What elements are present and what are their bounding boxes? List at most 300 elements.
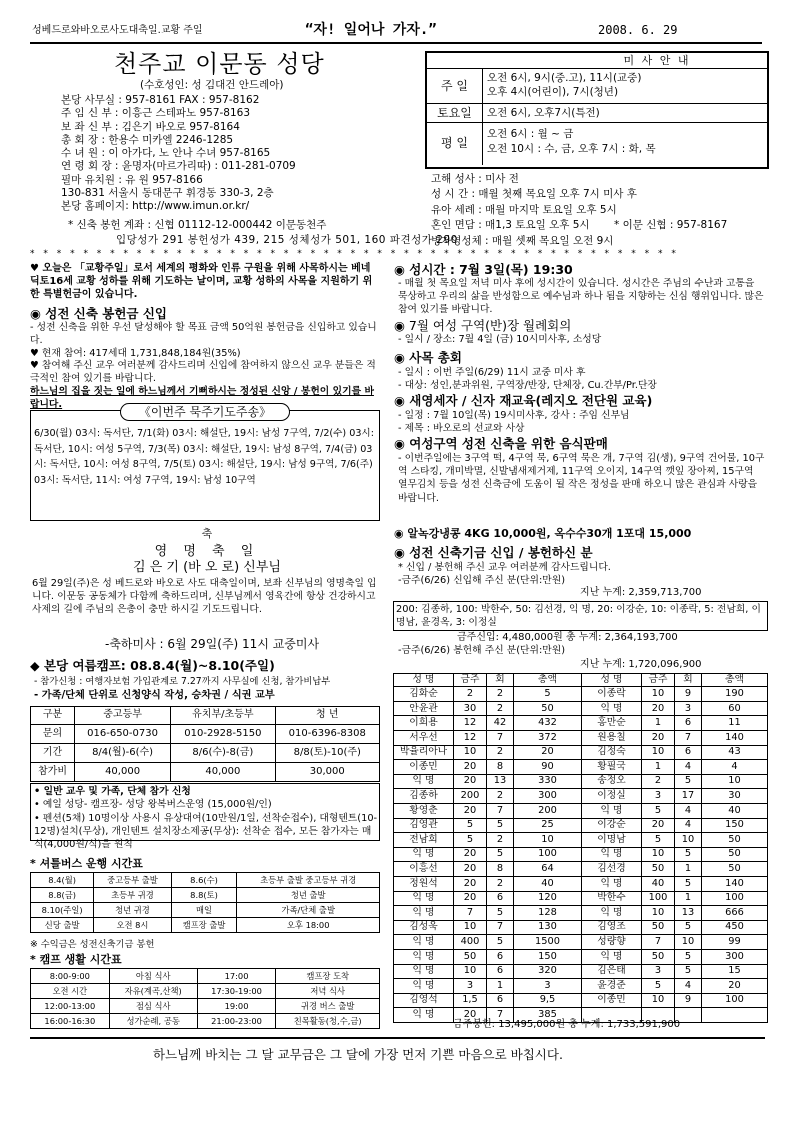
offering-week-sum: 금주봉헌: 13,495,000원 총 누계: 1,733,591,900 — [453, 1019, 681, 1030]
mass-day: 평 일 — [427, 123, 483, 165]
table-cell: 20 — [702, 979, 768, 994]
table-cell: 25 — [514, 818, 582, 833]
table-cell: 12 — [454, 716, 487, 731]
table-row — [31, 903, 380, 918]
table-cell: 120 — [514, 891, 582, 906]
table-cell: 20 — [514, 745, 582, 760]
offering-intro: -금주(6/26) 봉헌해 주신 분(단위:만원) — [398, 645, 566, 656]
table-cell: 8.8(금) — [31, 888, 94, 903]
table-cell: 이종락 — [582, 687, 642, 702]
table-cell: 3 — [454, 979, 487, 994]
celebration-body: 6월 29일(주)은 성 베드로와 바오로 사도 대축일이며, 보좌 신부님의 영명축일 입니다. 이문동 공동체가 다함께 축하드리며, 신부님께서 영육간에 항상 건강하시고 사제의 길에 주님의 은총이 충만 하시길 기도드립니다. — [32, 578, 377, 615]
table-cell: 60 — [702, 701, 768, 716]
camp-col: 유치부/초등부 — [171, 707, 275, 725]
credit-union-info: * 이문 신협 : 957-8167 — [614, 219, 728, 231]
table-cell: 5 — [514, 687, 582, 702]
table-cell: 1 — [642, 760, 675, 775]
hymn-numbers: 입당성가 291 봉헌성가 439, 215 성체성가 501, 160 파견성가 290 — [116, 234, 458, 246]
header-date: 2008. 6. 29 — [598, 23, 678, 37]
table-cell: 40 — [642, 876, 675, 891]
table-cell: 7 — [675, 731, 702, 746]
offering-col: 금주 — [454, 674, 487, 687]
table-cell: 100 — [702, 993, 768, 1008]
table-cell: 캠프장 도착 — [276, 969, 380, 984]
table-cell: 50 — [642, 949, 675, 964]
table-cell: 점심 식사 — [109, 999, 197, 1014]
table-row — [31, 984, 380, 999]
table-cell: 안윤관 — [394, 701, 454, 716]
table-cell: 이강순 — [582, 818, 642, 833]
table-cell: 30,000 — [275, 763, 379, 782]
table-row — [394, 701, 768, 716]
table-row — [31, 707, 380, 725]
women-meeting-title: ◉ 7월 여성 구역(반)장 월례회의 — [394, 318, 572, 333]
camp-col: 구분 — [31, 707, 75, 725]
offering-col: 회 — [675, 674, 702, 687]
table-cell: 12 — [454, 731, 487, 746]
table-cell: 13 — [487, 774, 514, 789]
table-cell: 5 — [675, 876, 702, 891]
table-cell: 50 — [642, 920, 675, 935]
table-row — [394, 935, 768, 950]
table-cell: 10 — [514, 833, 582, 848]
table-row — [394, 993, 768, 1008]
table-cell: 7 — [487, 803, 514, 818]
table-cell: 1 — [675, 891, 702, 906]
table-cell: 서우선 — [394, 731, 454, 746]
table-cell: 2 — [487, 745, 514, 760]
table-cell: 캠프장 출발 — [171, 918, 237, 933]
body-line: - 제목 : 바오로의 선교와 사상 — [398, 423, 525, 434]
camp-schedule-table — [30, 968, 380, 1029]
rosary-schedule: 6/30(월) 03시: 독서단, 7/1(화) 03시: 해설단, 19시: 남성 7구역, 7/2(수) 03시: 독서단, 10시: 여성 5구역, 7/3(목) 03시: 해설단, 19시: 남성 8구역, 7/4(금) 03시: 독서단, 10시: 여성 8구역, 7/5(토) 03시: 해설단, 19시: 남성 9구역, 7/6(주) 03시: 독서단, 11시: 여성 7구역, 19시: 남성 10구역 — [34, 428, 374, 486]
contact-line: 총 회 장 : 한용수 미카엘 2246-1285 — [61, 133, 234, 146]
sacrament-line: 유아 세례 : 매월 마지막 토요일 오후 5시 — [431, 203, 617, 216]
table-cell: 3 — [642, 789, 675, 804]
table-row — [394, 979, 768, 994]
bus-note: ※ 수익금은 성전신축기금 봉헌 — [30, 939, 155, 950]
table-row — [394, 920, 768, 935]
table-cell: 9,5 — [514, 993, 582, 1008]
table-cell: 3 — [642, 964, 675, 979]
table-cell: 익 명 — [582, 803, 642, 818]
table-cell: 김영석 — [394, 993, 454, 1008]
table-cell: 21:00-23:00 — [197, 1014, 276, 1029]
table-cell: 익 명 — [394, 891, 454, 906]
camp-col: 청 년 — [275, 707, 379, 725]
rosary-title: 《이번주 묵주기도주송》 — [120, 403, 290, 421]
table-row — [394, 847, 768, 862]
sacrament-info — [431, 172, 637, 249]
table-cell: 40,000 — [75, 763, 171, 782]
table-cell: 40,000 — [171, 763, 275, 782]
pledge-previous-total: 지난 누계: 2,359,713,700 — [580, 587, 702, 598]
table-cell: 5 — [675, 949, 702, 964]
table-cell: 익 명 — [394, 906, 454, 921]
table-cell: 성량향 — [582, 935, 642, 950]
table-cell: 432 — [514, 716, 582, 731]
table-row — [394, 906, 768, 921]
table-cell: 10 — [642, 847, 675, 862]
table-cell: 6 — [487, 993, 514, 1008]
body-line: - 일정 : 7월 10일(목) 19시미사후, 강사 : 주임 신부님 — [398, 410, 630, 421]
table-cell: 익 명 — [582, 876, 642, 891]
offering-col: 회 — [487, 674, 514, 687]
food-sale-body: - 이번주일에는 3구역 떡, 4구역 묵, 6구역 묵은 개, 7구역 김(생), 9구역 건어물, 10구역 스타킹, 개미박멸, 신발냄새제거제, 11구역 오이지, 14구역 깻잎 장아찌, 15구역 열무김치 등을 성전 신축금에 도움이 될 작은 정성을 판매 하오니 많은 관심과 사랑을 바랍니다. — [398, 453, 765, 504]
table-cell: 4 — [702, 760, 768, 775]
table-row — [394, 891, 768, 906]
table-cell: 385 — [514, 1008, 582, 1023]
pledge-week-sum: 금주신입: 4,480,000원 총 누계: 2,364,193,700 — [457, 632, 678, 643]
table-cell: 10 — [642, 687, 675, 702]
papal-day-notice: ♥ 오늘은 「교황주일」로서 세계의 평화와 인류 구원을 위해 사목하시는 베네딕토16세 교황 성하를 위해 기도하는 날이며, 교황 성하의 사목을 지원하기 위한 특별헌금이 있습니다. — [30, 263, 373, 300]
table-cell: 20 — [642, 701, 675, 716]
education-title: ◉ 새영세자 / 신자 재교육(레지오 전단원 교육) — [394, 393, 653, 408]
section-construction-body — [30, 322, 380, 412]
table-cell: 300 — [514, 789, 582, 804]
table-cell: 100 — [514, 847, 582, 862]
table-cell: 20 — [642, 731, 675, 746]
table-cell: 5 — [454, 818, 487, 833]
table-cell: 오후 18:00 — [237, 918, 380, 933]
table-cell: 6 — [487, 891, 514, 906]
table-cell: 송정오 — [582, 774, 642, 789]
table-cell: 20 — [454, 1008, 487, 1023]
table-cell: 5 — [675, 847, 702, 862]
table-cell: 5 — [487, 818, 514, 833]
table-cell: 기간 — [31, 744, 75, 763]
table-cell: 김영관 — [394, 818, 454, 833]
table-cell: 친목활동(청,수,금) — [276, 1014, 380, 1029]
table-cell: 17:30-19:00 — [197, 984, 276, 999]
table-cell: 5 — [642, 979, 675, 994]
table-cell: 2 — [487, 789, 514, 804]
table-cell: 5 — [675, 920, 702, 935]
offering-table — [393, 673, 768, 1023]
table-cell: 010-2928-5150 — [171, 725, 275, 744]
table-cell: 6 — [675, 745, 702, 760]
corn-sale: ◉ 알녹강냉콩 4KG 10,000원, 옥수수30개 1포대 15,000 — [394, 527, 692, 540]
table-cell: 성가순례, 공동 — [109, 1014, 197, 1029]
table-cell: 김은태 — [582, 964, 642, 979]
table-cell: 8.4(월) — [31, 873, 94, 888]
table-cell: 1,5 — [454, 993, 487, 1008]
table-cell: 익 명 — [394, 949, 454, 964]
offering-col: 총액 — [702, 674, 768, 687]
table-cell: 450 — [702, 920, 768, 935]
table-cell: 50 — [514, 701, 582, 716]
camp-table — [30, 706, 380, 782]
sacrament-line: 고해 성사 : 미사 전 — [431, 173, 519, 185]
header-motto: “자! 일어나 가자.” — [305, 22, 437, 38]
table-cell: 372 — [514, 731, 582, 746]
account-info: * 신축 봉헌 계좌 : 신협 01112-12-000442 이문동천주 — [68, 219, 327, 231]
camp-note: • 펜션(5채) 10명이상 사용시 유상대여(10만원/1일, 선착순접수), 대형텐트(10-12명)설치(무상), 개인텐트 설치장소제공(무상): 선착순 접수, 모든 참가자는 매식(4,000원/식)을 원칙 — [34, 812, 378, 851]
table-row — [394, 674, 768, 687]
table-cell: 50 — [702, 833, 768, 848]
table-cell: 16:00-16:30 — [31, 1014, 110, 1029]
contact-line: 주 임 신 부 : 이흥근 스테파노 957-8163 — [61, 107, 251, 120]
table-cell: 아침 식사 — [109, 969, 197, 984]
table-row — [394, 687, 768, 702]
table-cell: 15 — [702, 964, 768, 979]
bus-title: * 셔틀버스 운행 시간표 — [30, 857, 143, 870]
table-cell: 8:00-9:00 — [31, 969, 110, 984]
body-line: - 성전 신축을 위한 우선 달성해야 할 목표 금액 50억원 봉헌금을 신입하고 있습니다. — [30, 322, 377, 346]
camp-notes — [34, 785, 378, 851]
table-cell: 30 — [454, 701, 487, 716]
table-cell: 9 — [675, 687, 702, 702]
table-cell: 400 — [454, 935, 487, 950]
table-cell: 저녁 식사 — [276, 984, 380, 999]
table-cell: 50 — [454, 949, 487, 964]
table-cell: 익 명 — [582, 701, 642, 716]
table-row — [31, 873, 380, 888]
header-left: 성베드로와바오로사도대축일.교황 주일 — [32, 25, 203, 36]
table-cell: 황필국 — [582, 760, 642, 775]
table-cell: 5 — [487, 935, 514, 950]
table-cell: 6 — [487, 949, 514, 964]
table-cell: 이종민 — [582, 993, 642, 1008]
table-cell: 016-650-0730 — [75, 725, 171, 744]
table-cell: 20 — [454, 760, 487, 775]
table-row — [394, 964, 768, 979]
table-cell: 김영조 — [582, 920, 642, 935]
donation-intro — [398, 561, 611, 587]
table-row — [394, 818, 768, 833]
table-cell: 12:00-13:00 — [31, 999, 110, 1014]
table-cell: 이명남 — [582, 833, 642, 848]
table-cell: 황영춘 — [394, 803, 454, 818]
table-cell: 초등부 귀경 — [94, 888, 171, 903]
table-cell: 청년 출발 — [237, 888, 380, 903]
table-row — [31, 725, 380, 744]
celebration-name: 김 은 기 (바 오 로) 신부님 — [133, 560, 281, 575]
table-cell: 10 — [642, 745, 675, 760]
table-cell: 2 — [487, 687, 514, 702]
table-cell: 8.8(토) — [171, 888, 237, 903]
table-cell: 50 — [642, 862, 675, 877]
table-cell: 50 — [702, 862, 768, 877]
table-cell: 7 — [487, 731, 514, 746]
table-cell: 익 명 — [394, 1008, 454, 1023]
table-row — [31, 888, 380, 903]
table-cell: 6 — [675, 716, 702, 731]
table-cell: 30 — [702, 789, 768, 804]
table-cell: 가족/단체 출발 — [237, 903, 380, 918]
body-line: - 일시 : 이번 주일(6/29) 11시 교중 미사 후 — [398, 367, 586, 378]
food-sale-title: ◉ 여성구역 성전 신축을 위한 음식판매 — [394, 436, 608, 451]
table-cell: 90 — [514, 760, 582, 775]
table-cell: 40 — [514, 876, 582, 891]
contact-line: 수 녀 원 : 이 아가다, 노 안나 수녀 957-8165 — [61, 147, 271, 160]
table-cell: 익 명 — [582, 847, 642, 862]
contact-line: 보 좌 신 부 : 김은기 바오로 957-8164 — [61, 120, 240, 133]
table-cell: 10 — [675, 833, 702, 848]
contact-line: 필마 유치원 : 유 원 957-8166 — [61, 173, 203, 186]
mass-day: 토요일 — [427, 104, 483, 122]
table-cell: 8 — [487, 862, 514, 877]
table-cell: 666 — [702, 906, 768, 921]
table-cell: 1 — [675, 862, 702, 877]
table-cell: 8/4(월)-6(수) — [75, 744, 171, 763]
table-cell: 10 — [675, 935, 702, 950]
star-divider: * * * * * * * * * * * * * * * * * * * * * * * * * * * * * * * * * * * * * * * * * * * * * * * * * — [30, 249, 679, 259]
offering-col: 금주 — [642, 674, 675, 687]
table-cell: 150 — [702, 818, 768, 833]
offering-previous-total: 지난 누계: 1,720,096,900 — [580, 659, 702, 670]
footer-rule — [30, 1037, 765, 1039]
table-row — [31, 744, 380, 763]
table-cell: 8/6(수)-8(금) — [171, 744, 275, 763]
table-cell — [702, 1008, 768, 1023]
camp-note: • 예일 성당- 캠프장- 성당 왕복버스운영 (15,000원/인) — [34, 799, 272, 811]
table-cell: 청년 귀경 — [94, 903, 171, 918]
contact-line: 130-831 서울시 동대문구 휘경동 330-3, 2층 — [61, 187, 274, 200]
table-cell: 윤경준 — [582, 979, 642, 994]
bus-table — [30, 872, 380, 933]
camp-registration: - 참가신청 : 여행자보험 가입관계로 7.27까지 사무실에 신청, 참가비납부 — [34, 676, 331, 687]
mass-row-sunday — [427, 69, 767, 104]
table-cell: 5 — [675, 774, 702, 789]
mass-time: 오전 6시, 9시(중.고), 11시(교중) — [487, 72, 642, 84]
table-cell: 20 — [454, 876, 487, 891]
body-line: - 대상: 성인,분과위원, 구역장/반장, 단체장, Cu.간부/Pr.단장 — [398, 380, 657, 391]
table-cell: 익 명 — [394, 979, 454, 994]
sacrament-line: 성 시 간 : 매월 첫째 목요일 오후 7시 미사 후 — [431, 188, 637, 201]
table-cell: 20 — [454, 891, 487, 906]
table-cell: 김성욱 — [394, 920, 454, 935]
table-cell: 익 명 — [582, 949, 642, 964]
table-cell: 13 — [675, 906, 702, 921]
table-cell: 10 — [454, 745, 487, 760]
table-row — [394, 862, 768, 877]
mass-time: 오후 4시(어린이), 7시(청년) — [487, 86, 619, 98]
table-cell: 원용칠 — [582, 731, 642, 746]
table-cell: 6 — [487, 964, 514, 979]
table-cell: 99 — [702, 935, 768, 950]
table-cell: 200 — [514, 803, 582, 818]
mass-row-saturday — [427, 104, 767, 123]
celebration-head: 축 — [201, 527, 213, 540]
table-row — [394, 833, 768, 848]
table-cell: 8.6(수) — [171, 873, 237, 888]
table-cell: 2 — [642, 774, 675, 789]
footer-message: 하느님께 바치는 그 달 교무금은 그 달에 가장 먼저 기쁜 마음으로 바칩시다. — [153, 1047, 563, 1062]
sacrament-line: 혼인 면담 : 매1,3 토요일 오후 5시 — [431, 219, 590, 232]
offering-col: 성 명 — [582, 674, 642, 687]
table-cell: 1 — [487, 979, 514, 994]
table-cell: 2 — [454, 687, 487, 702]
offering-col: 성 명 — [394, 674, 454, 687]
table-row — [394, 803, 768, 818]
table-cell: 100 — [642, 891, 675, 906]
table-cell: 오전 시간 — [31, 984, 110, 999]
mass-schedule-box — [425, 51, 769, 169]
table-cell: 130 — [514, 920, 582, 935]
contact-line: 연 령 회 장 : 윤명자(마르가리따) : 011-281-0709 — [61, 160, 296, 173]
table-cell: 10 — [454, 920, 487, 935]
table-row — [31, 1014, 380, 1029]
table-row — [31, 918, 380, 933]
table-cell: 7 — [454, 906, 487, 921]
holy-hour-body: - 매월 첫 목요일 저녁 미사 후에 성시간이 있습니다. 성시간은 주님의 수난과 고통을 묵상하고 우리의 삶을 반성함으로 예수님과 하나 됨을 지향하는 신심 행위입니다. 많은 참여 있기를 바랍니다. — [398, 278, 764, 315]
table-cell: 19:00 — [197, 999, 276, 1014]
table-cell: 정원석 — [394, 876, 454, 891]
table-row — [31, 969, 380, 984]
table-cell: 10 — [642, 906, 675, 921]
table-cell: 문의 — [31, 725, 75, 744]
table-cell: 2 — [487, 876, 514, 891]
table-cell: 중고등부 출발 — [94, 873, 171, 888]
camp-note: • 일반 교우 및 가족, 단체 참가 신청 — [34, 786, 191, 797]
table-cell: 이흥선 — [394, 862, 454, 877]
table-cell: 10 — [454, 964, 487, 979]
church-patron: (수호성인: 성 김대건 안드레아) — [140, 79, 284, 91]
contact-line: 본당 사무실 : 957-8161 FAX : 957-8162 — [61, 94, 260, 106]
table-cell: 17 — [675, 789, 702, 804]
table-cell: 10 — [642, 993, 675, 1008]
table-cell: 김화순 — [394, 687, 454, 702]
church-title: 천주교 이문동 성당 — [114, 50, 325, 78]
table-cell: 300 — [702, 949, 768, 964]
table-cell: 40 — [702, 803, 768, 818]
table-cell: 7 — [487, 1008, 514, 1023]
table-cell: 익 명 — [394, 935, 454, 950]
pastoral-assembly-title: ◉ 사목 총회 — [394, 350, 462, 365]
table-cell: 5 — [454, 833, 487, 848]
mass-day: 주 일 — [427, 69, 483, 103]
church-contact-list — [61, 94, 421, 214]
pledge-donors: 200: 김종하, 100: 박한수, 50: 김선경, 익 명, 20: 이강순, 10: 이종락, 5: 전남희, 이명남, 윤경옥, 3: 이정실 — [396, 604, 761, 628]
table-row — [394, 731, 768, 746]
table-cell: 20 — [454, 847, 487, 862]
table-cell: 김종하 — [394, 789, 454, 804]
homepage-link[interactable]: 본당 홈페이지: http://www.imun.or.kr/ — [61, 200, 250, 213]
table-cell: 7 — [642, 935, 675, 950]
table-cell: 5 — [487, 847, 514, 862]
table-cell: 익 명 — [394, 964, 454, 979]
table-cell: 150 — [514, 949, 582, 964]
table-cell: 1500 — [514, 935, 582, 950]
table-cell: 5 — [642, 803, 675, 818]
table-cell: 3 — [675, 701, 702, 716]
table-cell: 190 — [702, 687, 768, 702]
body-line: * 신입 / 봉헌해 주신 교우 여러분께 감사드립니다. — [398, 562, 611, 573]
table-cell: 박율리아나 — [394, 745, 454, 760]
table-row — [394, 745, 768, 760]
table-cell: 7 — [487, 920, 514, 935]
table-cell: 128 — [514, 906, 582, 921]
pastoral-assembly-body — [398, 366, 657, 392]
table-cell: 20 — [454, 862, 487, 877]
table-cell: 10 — [702, 774, 768, 789]
table-cell: 1 — [642, 716, 675, 731]
table-cell: 43 — [702, 745, 768, 760]
table-cell: 자유(계곡,산책) — [109, 984, 197, 999]
mass-row-weekday — [427, 123, 767, 165]
women-meeting-body: - 일시 / 장소: 7월 4일 (금) 10시미사후, 소성당 — [398, 334, 602, 345]
table-cell: 9 — [675, 993, 702, 1008]
mass-time: 오전 6시 : 월 ~ 금 — [487, 128, 574, 140]
table-cell: 익 명 — [582, 906, 642, 921]
camp-title: ◆ 본당 여름캠프: 08.8.4(월)~8.10(주일) — [30, 658, 275, 673]
mass-title: 미 사 안 내 — [427, 53, 767, 69]
table-cell: 익 명 — [394, 847, 454, 862]
table-cell: 4 — [675, 818, 702, 833]
table-cell: 140 — [702, 731, 768, 746]
table-cell: 8/8(토)-10(주) — [275, 744, 379, 763]
